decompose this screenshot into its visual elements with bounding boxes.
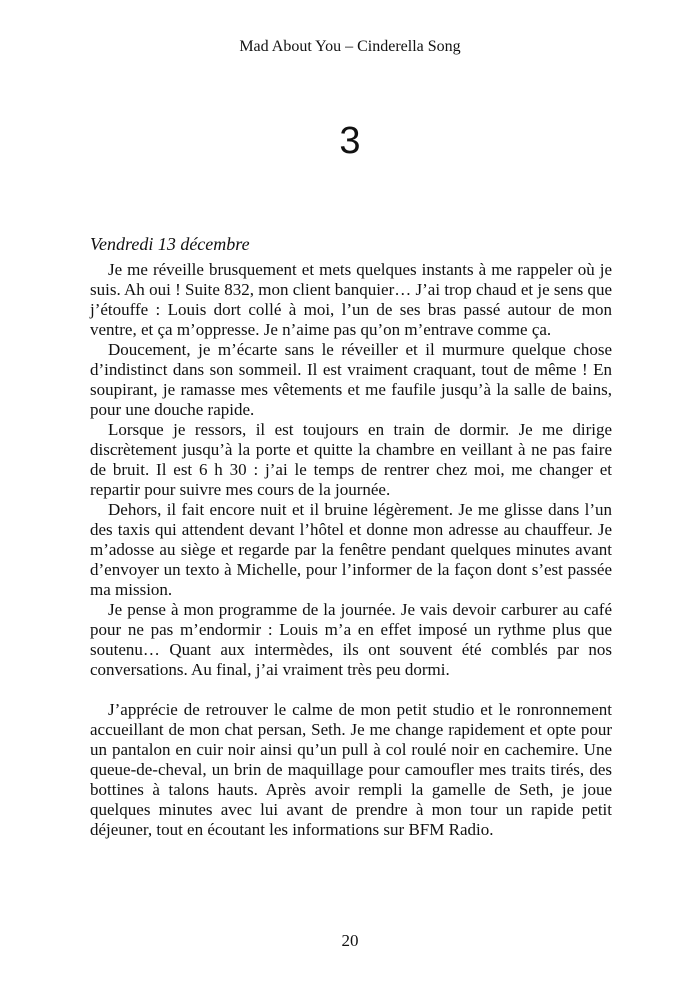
- paragraph-1: Je me réveille brusquement et mets quelques instants à me rappeler où je suis. Ah oui ! Suite 832, mon client banquier… J’ai trop chaud et je sens que j’étouffe : Louis dort collé à moi, l’un de ses bras passé autour de mon ventre, et ça m’oppresse. Je n’aime pas qu’on m’entrave comme ça.: [90, 260, 612, 339]
- paragraph-3: Lorsque je ressors, il est toujours en train de dormir. Je me dirige discrètement jusqu’à la porte et quitte la chambre en veillant à ne pas faire de bruit. Il est 6 h 30 : j’ai le temps de rentrer chez moi, me changer et repartir pour suivre mes cours de la journée.: [90, 420, 612, 499]
- date-heading: Vendredi 13 décembre: [90, 234, 250, 254]
- page-number: 20: [341, 931, 359, 950]
- paragraph-4: Dehors, il fait encore nuit et il bruine légèrement. Je me glisse dans l’un des taxis qui attendent devant l’hôtel et donne mon adresse au chauffeur. Je m’adosse au siège et regarde par la fenêtre pendant quelques minutes avant d’envoyer un texto à Michelle, pour l’informer de la façon dont s’est passée ma mission.: [90, 500, 612, 599]
- chapter-body: [90, 231, 612, 840]
- section-break: [90, 680, 612, 700]
- chapter-number: 3: [339, 120, 361, 162]
- running-header: Mad About You – Cinderella Song: [239, 38, 461, 55]
- paragraph-2: Doucement, je m’écarte sans le réveiller et il murmure quelque chose d’indistinct dans son sommeil. Il est vraiment craquant, tout de même ! En soupirant, je ramasse mes vêtements et me faufile jusqu’à la salle de bains, pour une douche rapide.: [90, 340, 612, 419]
- paragraph-6: J’apprécie de retrouver le calme de mon petit studio et le ronronnement accueillant de mon chat persan, Seth. Je me change rapidement et opte pour un pantalon en cuir noir ainsi qu’un pull à col roulé noir en cachemire. Une queue-de-cheval, un brin de maquillage pour camoufler mes traits tirés, des bottines à talons hauts. Après avoir rempli la gamelle de Seth, je joue quelques minutes avec lui avant de prendre à mon tour un rapide petit déjeuner, tout en écoutant les informations sur BFM Radio.: [90, 700, 612, 839]
- paragraph-5: Je pense à mon programme de la journée. Je vais devoir carburer au café pour ne pas m’endormir : Louis m’a en effet imposé un rythme plus que soutenu… Quant aux intermèdes, ils ont souvent été comblés par nos conversations. Au final, j’ai vraiment très peu dormi.: [90, 600, 612, 679]
